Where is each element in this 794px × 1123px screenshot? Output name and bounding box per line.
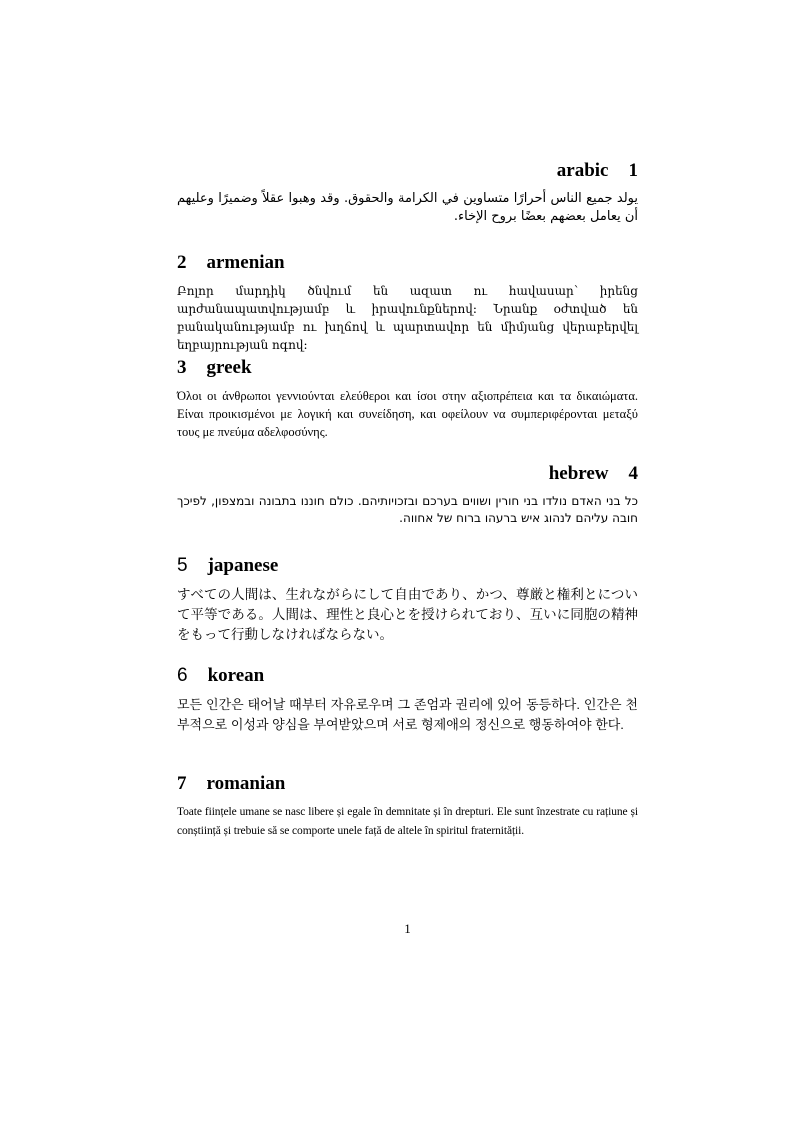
section-heading xyxy=(177,251,638,274)
section-number: 6 xyxy=(177,665,188,686)
section-korean xyxy=(177,664,638,735)
section-number: 5 xyxy=(177,555,188,576)
section-number: 2 xyxy=(177,252,187,273)
section-heading xyxy=(177,159,638,182)
section-arabic xyxy=(177,159,638,225)
section-paragraph: يولد جميع الناس أحرارًا متساوين في الكرامة والحقوق. وقد وهبوا عقلاً وضميرًا وعليهم أن يعامل بعضهم بعضًا بروح الإخاء. xyxy=(177,191,638,224)
section-number: 3 xyxy=(177,357,187,378)
section-number: 7 xyxy=(177,773,187,794)
section-heading xyxy=(177,462,638,485)
section-number: 1 xyxy=(628,160,638,181)
section-hebrew xyxy=(177,462,638,527)
section-number: 4 xyxy=(628,463,638,484)
section-greek xyxy=(177,356,638,441)
section-heading xyxy=(177,664,638,687)
section-title: armenian xyxy=(206,252,285,273)
section-title: romanian xyxy=(206,773,286,794)
section-paragraph: すべての人間は、生れながらにして自由であり、かつ、尊厳と権利とについて平等である。人間は、理性と良心とを授けられており、互いに同胞の精神をもって行動しなければならない。 xyxy=(177,587,638,642)
section-romanian xyxy=(177,772,638,841)
section-heading xyxy=(177,356,638,379)
section-armenian xyxy=(177,251,638,354)
section-paragraph: Όλοι οι άνθρωποι γεννιούνται ελεύθεροι και ίσοι στην αξιοπρέπεια και τα δικαιώματα. Είναι προικισμένοι με λογική και συνείδηση, και οφείλουν να συμπεριφέρονται μεταξύ τους με πνεύμα αδελφοσύνης. xyxy=(177,389,638,439)
section-paragraph: 모든 인간은 태어날 때부터 자유로우며 그 존엄과 권리에 있어 동등하다. 인간은 천부적으로 이성과 양심을 부여받았으며 서로 형제애의 정신으로 행동하여야 한다. xyxy=(177,697,638,732)
section-title: japanese xyxy=(207,555,279,576)
section-heading xyxy=(177,554,638,577)
page-number: 1 xyxy=(404,921,411,936)
section-title: korean xyxy=(207,665,265,686)
section-title: arabic xyxy=(556,160,609,181)
section-japanese xyxy=(177,554,638,645)
section-title: hebrew xyxy=(548,463,609,484)
section-paragraph: Toate ființele umane se nasc libere și egale în demnitate și în drepturi. Ele sunt înzestrate cu rațiune și conștiință și trebuie să se comporte unele față de altele în spiritul fraternității. xyxy=(177,806,638,837)
section-title: greek xyxy=(206,357,252,378)
section-paragraph: Բոլոր մարդիկ ծնվում են ազատ ու հավասար՝ իրենց արժանապատվությամբ և իրավունքներով։ Նրանք օժտված են բանականությամբ ու խղճով և պարտավոր են միմյանց վերաբերվել եղբայրության ոգով։ xyxy=(177,284,638,352)
section-paragraph: כל בני האדם נולדו בני חורין ושווים בערכם ובזכויותיהם. כולם חוננו בתבונה ובמצפון, לפיכך חובה עליהם לנהוג איש ברעהו ברוח של אחווה. xyxy=(177,494,638,525)
section-heading xyxy=(177,772,638,795)
